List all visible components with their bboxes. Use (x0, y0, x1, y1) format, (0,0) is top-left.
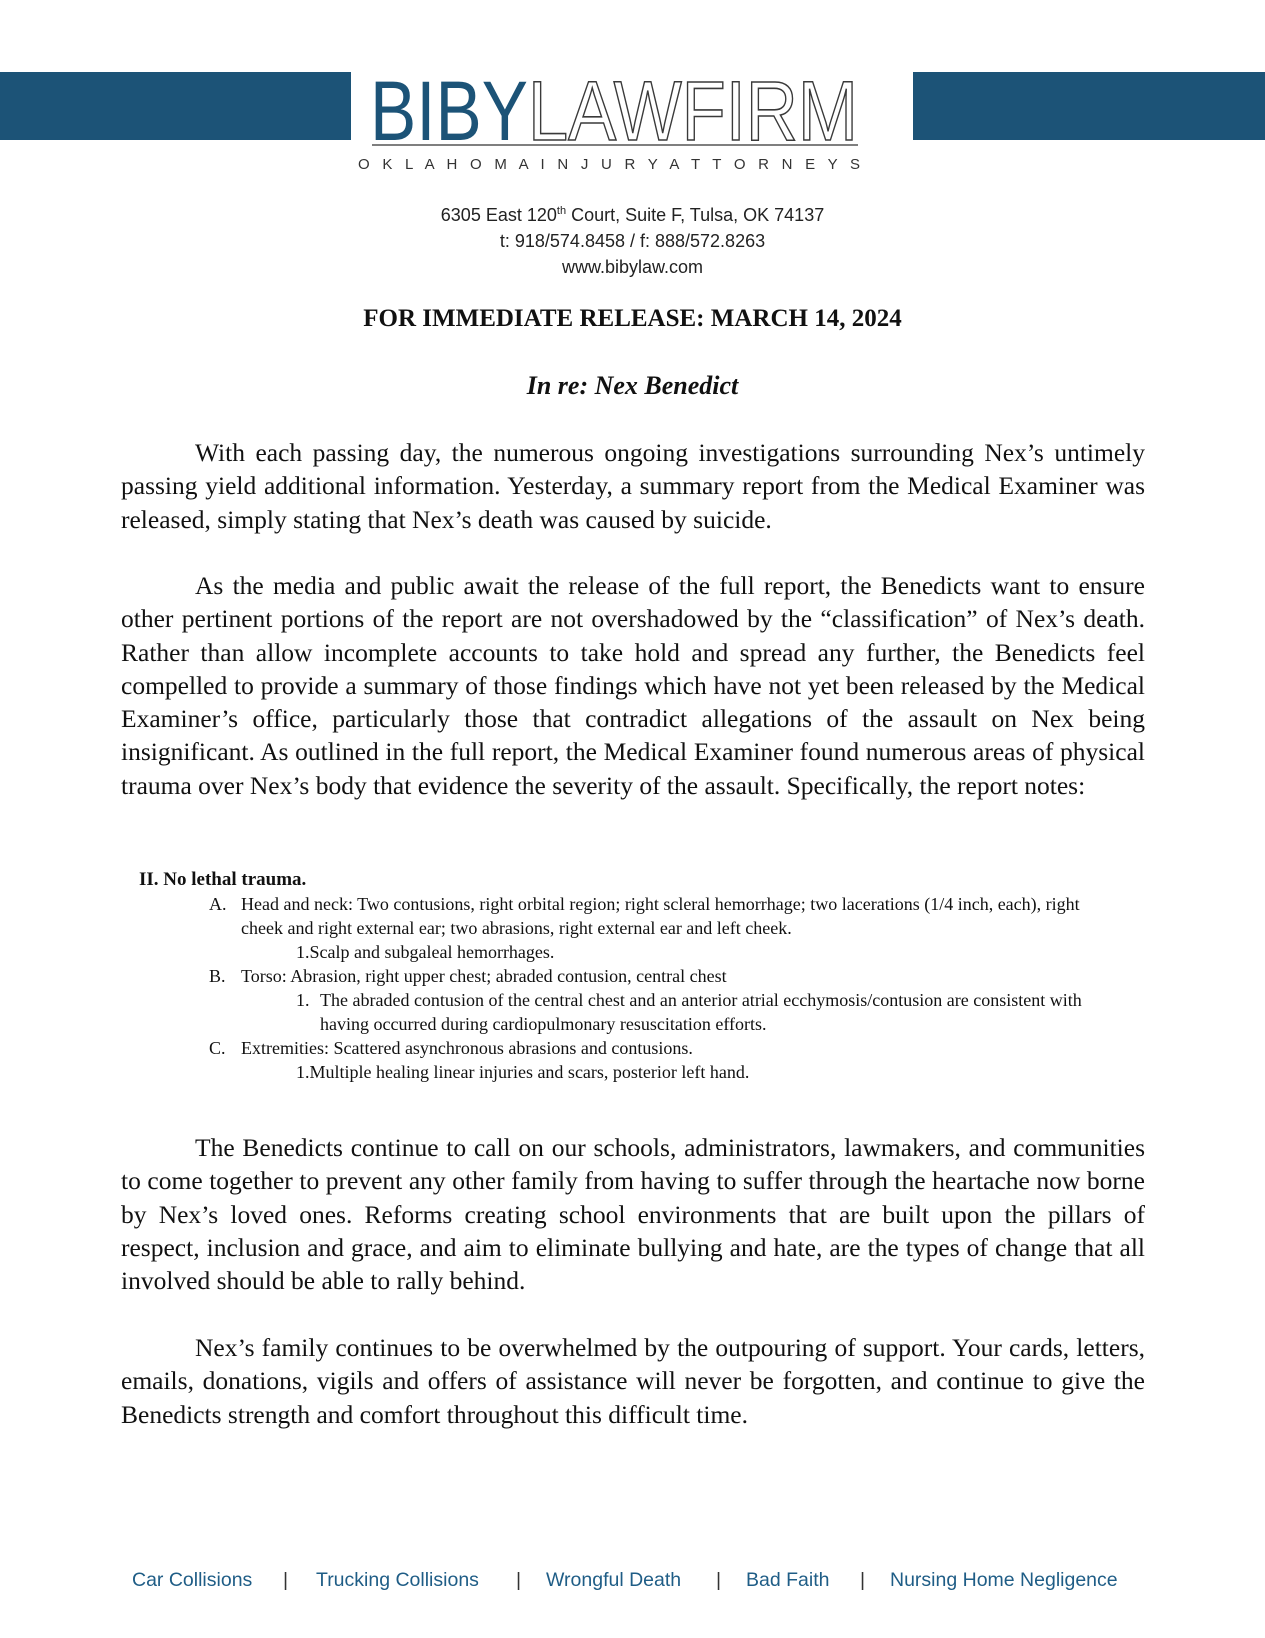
logo-word-lawfirm: LAWFIRM (528, 64, 858, 158)
footer-link-wrongful-death[interactable]: Wrongful Death (546, 1569, 682, 1591)
logo-tagline: O K L A H O M A I N J U R Y A T T O R N E Y S (358, 156, 860, 173)
firm-logo (358, 60, 894, 184)
paragraph-3: The Benedicts continue to call on our schools, administrators, lawmakers, and communities to come together to prevent any other family from having to suffer through the heartache now borne by Nex’s loved ones. Reforms creating school environments that are built upon the pillars of respect, inclusion and grace, and aim to eliminate bullying and hate, are the types of change that all involved should be able to rally behind. (121, 1133, 1145, 1296)
finding-c-sub: 1.Multiple healing linear injuries and scars, posterior left hand. (296, 1062, 750, 1082)
finding-b-sub-label: 1. (296, 990, 310, 1010)
finding-b-text: Torso: Abrasion, right upper chest; abraded contusion, central chest (241, 966, 727, 986)
paragraph-1: With each passing day, the numerous ongoing investigations surrounding Nex’s untimely passing yield additional information. Yesterday, a summary report from the Medical Examiner was released, simply stating that Nex’s death was caused by suicide. (121, 438, 1145, 534)
phone-fax: t: 918/574.8458 / f: 888/572.8263 (499, 231, 766, 251)
finding-b-label: B. (209, 966, 226, 986)
footer-link-bad-faith[interactable]: Bad Faith (746, 1569, 830, 1591)
header-band-left (0, 72, 351, 140)
logo-word-biby: BIBY (370, 64, 528, 158)
address-ordinal: th (556, 205, 567, 217)
footer-link-nursing-home-negligence[interactable]: Nursing Home Negligence (890, 1569, 1118, 1591)
footer-separator: | (716, 1569, 722, 1591)
findings-excerpt (139, 868, 1099, 1084)
paragraph-4: Nex’s family continues to be overwhelmed by the outpouring of support. Your cards, letters, emails, donations, vigils and offers of assistance will never be forgotten, and continue to give the Benedicts strength and comfort throughout this difficult time. (121, 1333, 1145, 1429)
finding-a (139, 892, 1099, 940)
website-link[interactable]: www.bibylaw.com (561, 257, 704, 277)
finding-a-text: Head and neck: Two contusions, right orbital region; right scleral hemorrhage; two lacerations (1/4 inch, each), right cheek and right external ear; two abrasions, right external ear and left cheek. (241, 894, 1080, 938)
footer-separator: | (860, 1569, 866, 1591)
findings-heading: II. No lethal trauma. (139, 869, 307, 890)
paragraph-2: As the media and public await the release of the full report, the Benedicts want to ensure other pertinent portions of the report are not overshadowed by the “classification” of Nex’s death. Rather than allow incomplete accounts to take hold and spread any further, the Benedicts feel compelled to provide a summary of those findings which have not yet been released by the Medical Examiner’s office, particularly those that contradict allegations of the assault on Nex being insignificant. As outlined in the full report, the Medical Examiner found numerous areas of physical trauma over Nex’s body that evidence the severity of the assault. Specifically, the report notes: (121, 571, 1145, 800)
address-rest: Court, Suite F, Tulsa, OK 74137 (566, 205, 825, 225)
address-street-number: 6305 East 120 (440, 205, 557, 225)
finding-c (139, 1036, 1099, 1060)
finding-b (139, 964, 1099, 988)
footer-separator: | (283, 1569, 289, 1591)
footer-link-car-collisions[interactable]: Car Collisions (132, 1569, 253, 1591)
in-re-heading: In re: Nex Benedict (526, 371, 739, 400)
footer-link-trucking-collisions[interactable]: Trucking Collisions (316, 1569, 479, 1591)
release-date-heading: FOR IMMEDIATE RELEASE: MARCH 14, 2024 (363, 305, 902, 332)
address (0, 202, 1265, 228)
finding-c-label: C. (209, 1038, 226, 1058)
footer-separator: | (516, 1569, 522, 1591)
finding-b-sub-text: The abraded contusion of the central chest and an anterior atrial ecchymosis/contusion are consistent with having occurred during cardiopulmonary resuscitation efforts. (320, 990, 1082, 1034)
footer-practice-areas (0, 1569, 1265, 1599)
header-band-right (913, 72, 1265, 140)
finding-a-label: A. (209, 894, 227, 914)
finding-b-sub (139, 988, 1099, 1036)
finding-c-text: Extremities: Scattered asynchronous abrasions and contusions. (241, 1038, 693, 1058)
finding-a-sub: 1.Scalp and subgaleal hemorrhages. (296, 942, 555, 962)
